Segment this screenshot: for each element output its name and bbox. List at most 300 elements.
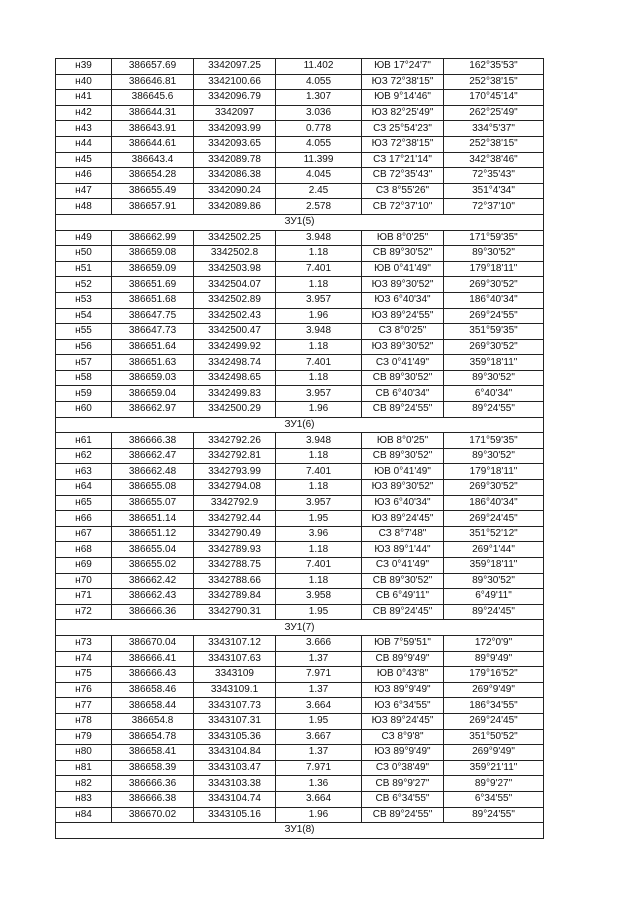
bearing-cell: ЮЗ 89°24'45" (362, 511, 444, 527)
x-coordinate-cell: 386654.78 (112, 729, 194, 745)
x-coordinate-cell: 386662.97 (112, 402, 194, 418)
azimuth-cell: 72°35'43" (444, 168, 544, 184)
distance-cell: 7.401 (276, 558, 362, 574)
y-coordinate-cell: 3343103.47 (194, 760, 276, 776)
x-coordinate-cell: 386655.07 (112, 495, 194, 511)
x-coordinate-cell: 386666.41 (112, 651, 194, 667)
table-row (56, 386, 544, 402)
point-id-cell: н53 (56, 292, 112, 308)
point-id-cell: н77 (56, 698, 112, 714)
bearing-cell: ЮЗ 89°30'52" (362, 480, 444, 496)
y-coordinate-cell: 3342792.81 (194, 448, 276, 464)
table-row (56, 448, 544, 464)
azimuth-cell: 351°50'52" (444, 729, 544, 745)
x-coordinate-cell: 386643.91 (112, 121, 194, 137)
distance-cell: 1.18 (276, 246, 362, 262)
y-coordinate-cell: 3342500.29 (194, 402, 276, 418)
bearing-cell: СВ 89°24'55" (362, 807, 444, 823)
table-row (56, 729, 544, 745)
y-coordinate-cell: 3343109.1 (194, 682, 276, 698)
table-row (56, 59, 544, 75)
table-row (56, 480, 544, 496)
y-coordinate-cell: 3342097.25 (194, 59, 276, 75)
coordinates-table-body (56, 59, 544, 839)
point-id-cell: н56 (56, 339, 112, 355)
x-coordinate-cell: 386654.28 (112, 168, 194, 184)
table-row (56, 558, 544, 574)
bearing-cell: ЮВ 0°41'49" (362, 261, 444, 277)
distance-cell: 3.666 (276, 635, 362, 651)
y-coordinate-cell: 3342794.08 (194, 480, 276, 496)
table-row (56, 433, 544, 449)
point-id-cell: н57 (56, 355, 112, 371)
point-id-cell: н47 (56, 183, 112, 199)
bearing-cell: СВ 6°40'34" (362, 386, 444, 402)
section-label: ЗУ1(6) (56, 417, 544, 433)
table-row (56, 542, 544, 558)
azimuth-cell: 179°18'11" (444, 464, 544, 480)
table-row (56, 168, 544, 184)
point-id-cell: н66 (56, 511, 112, 527)
table-row (56, 355, 544, 371)
point-id-cell: н80 (56, 745, 112, 761)
azimuth-cell: 351°4'34" (444, 183, 544, 199)
azimuth-cell: 186°40'34" (444, 292, 544, 308)
table-row (56, 526, 544, 542)
table-row (56, 635, 544, 651)
bearing-cell: СЗ 17°21'14" (362, 152, 444, 168)
section-row (56, 417, 544, 433)
azimuth-cell: 269°30'52" (444, 277, 544, 293)
distance-cell: 0.778 (276, 121, 362, 137)
y-coordinate-cell: 3343105.16 (194, 807, 276, 823)
point-id-cell: н68 (56, 542, 112, 558)
table-row (56, 589, 544, 605)
distance-cell: 1.18 (276, 370, 362, 386)
table-row (56, 136, 544, 152)
point-id-cell: н41 (56, 90, 112, 106)
azimuth-cell: 334°5'37" (444, 121, 544, 137)
bearing-cell: СВ 89°9'49" (362, 651, 444, 667)
y-coordinate-cell: 3342504.07 (194, 277, 276, 293)
table-row (56, 495, 544, 511)
y-coordinate-cell: 3342792.26 (194, 433, 276, 449)
azimuth-cell: 186°40'34" (444, 495, 544, 511)
y-coordinate-cell: 3342093.65 (194, 136, 276, 152)
x-coordinate-cell: 386651.63 (112, 355, 194, 371)
azimuth-cell: 179°18'11" (444, 261, 544, 277)
x-coordinate-cell: 386651.68 (112, 292, 194, 308)
x-coordinate-cell: 386662.43 (112, 589, 194, 605)
table-row (56, 682, 544, 698)
azimuth-cell: 342°38'46" (444, 152, 544, 168)
bearing-cell: СВ 89°30'52" (362, 448, 444, 464)
distance-cell: 1.96 (276, 807, 362, 823)
y-coordinate-cell: 3343107.63 (194, 651, 276, 667)
y-coordinate-cell: 3342789.84 (194, 589, 276, 605)
x-coordinate-cell: 386666.36 (112, 604, 194, 620)
distance-cell: 7.971 (276, 667, 362, 683)
y-coordinate-cell: 3342498.74 (194, 355, 276, 371)
y-coordinate-cell: 3342500.47 (194, 324, 276, 340)
azimuth-cell: 89°24'55" (444, 807, 544, 823)
point-id-cell: н43 (56, 121, 112, 137)
section-label: ЗУ1(7) (56, 620, 544, 636)
bearing-cell: СЗ 8°0'25" (362, 324, 444, 340)
y-coordinate-cell: 3342499.92 (194, 339, 276, 355)
x-coordinate-cell: 386651.64 (112, 339, 194, 355)
azimuth-cell: 89°30'52" (444, 246, 544, 262)
y-coordinate-cell: 3342788.66 (194, 573, 276, 589)
table-row (56, 105, 544, 121)
bearing-cell: СЗ 0°41'49" (362, 558, 444, 574)
table-row (56, 667, 544, 683)
distance-cell: 1.36 (276, 776, 362, 792)
y-coordinate-cell: 3342790.31 (194, 604, 276, 620)
table-row (56, 791, 544, 807)
x-coordinate-cell: 386670.02 (112, 807, 194, 823)
azimuth-cell: 269°24'45" (444, 511, 544, 527)
y-coordinate-cell: 3342503.98 (194, 261, 276, 277)
x-coordinate-cell: 386662.47 (112, 448, 194, 464)
table-row (56, 261, 544, 277)
x-coordinate-cell: 386659.04 (112, 386, 194, 402)
x-coordinate-cell: 386655.49 (112, 183, 194, 199)
point-id-cell: н65 (56, 495, 112, 511)
table-row (56, 324, 544, 340)
azimuth-cell: 351°52'12" (444, 526, 544, 542)
azimuth-cell: 6°49'11" (444, 589, 544, 605)
x-coordinate-cell: 386658.41 (112, 745, 194, 761)
distance-cell: 1.96 (276, 308, 362, 324)
section-label: ЗУ1(8) (56, 823, 544, 839)
point-id-cell: н42 (56, 105, 112, 121)
bearing-cell: ЮЗ 6°40'34" (362, 292, 444, 308)
bearing-cell: ЮВ 0°43'8" (362, 667, 444, 683)
y-coordinate-cell: 3342089.78 (194, 152, 276, 168)
section-label: ЗУ1(5) (56, 214, 544, 230)
bearing-cell: ЮЗ 89°9'49" (362, 682, 444, 698)
point-id-cell: н82 (56, 776, 112, 792)
y-coordinate-cell: 3342086.38 (194, 168, 276, 184)
azimuth-cell: 269°9'49" (444, 682, 544, 698)
azimuth-cell: 269°30'52" (444, 339, 544, 355)
point-id-cell: н74 (56, 651, 112, 667)
x-coordinate-cell: 386659.03 (112, 370, 194, 386)
table-row (56, 760, 544, 776)
x-coordinate-cell: 386646.81 (112, 74, 194, 90)
table-row (56, 651, 544, 667)
bearing-cell: ЮВ 0°41'49" (362, 464, 444, 480)
coordinates-sheet (55, 58, 543, 839)
x-coordinate-cell: 386644.61 (112, 136, 194, 152)
distance-cell: 1.96 (276, 402, 362, 418)
x-coordinate-cell: 386647.75 (112, 308, 194, 324)
distance-cell: 7.401 (276, 464, 362, 480)
table-row (56, 246, 544, 262)
distance-cell: 4.055 (276, 136, 362, 152)
point-id-cell: н50 (56, 246, 112, 262)
y-coordinate-cell: 3343103.38 (194, 776, 276, 792)
bearing-cell: СВ 89°9'27" (362, 776, 444, 792)
bearing-cell: ЮЗ 89°24'55" (362, 308, 444, 324)
table-row (56, 573, 544, 589)
point-id-cell: н39 (56, 59, 112, 75)
x-coordinate-cell: 386658.46 (112, 682, 194, 698)
table-row (56, 698, 544, 714)
point-id-cell: н83 (56, 791, 112, 807)
point-id-cell: н64 (56, 480, 112, 496)
x-coordinate-cell: 386657.91 (112, 199, 194, 215)
y-coordinate-cell: 3342090.24 (194, 183, 276, 199)
table-row (56, 183, 544, 199)
distance-cell: 11.399 (276, 152, 362, 168)
table-row (56, 713, 544, 729)
table-row (56, 199, 544, 215)
azimuth-cell: 171°59'35" (444, 433, 544, 449)
x-coordinate-cell: 386655.08 (112, 480, 194, 496)
azimuth-cell: 179°16'52" (444, 667, 544, 683)
point-id-cell: н44 (56, 136, 112, 152)
distance-cell: 7.401 (276, 355, 362, 371)
section-row (56, 214, 544, 230)
point-id-cell: н73 (56, 635, 112, 651)
azimuth-cell: 359°21'11" (444, 760, 544, 776)
bearing-cell: СЗ 8°7'48" (362, 526, 444, 542)
table-row (56, 292, 544, 308)
azimuth-cell: 89°24'55" (444, 402, 544, 418)
table-row (56, 604, 544, 620)
table-row (56, 807, 544, 823)
x-coordinate-cell: 386666.43 (112, 667, 194, 683)
table-row (56, 464, 544, 480)
point-id-cell: н40 (56, 74, 112, 90)
x-coordinate-cell: 386659.08 (112, 246, 194, 262)
y-coordinate-cell: 3343107.73 (194, 698, 276, 714)
point-id-cell: н60 (56, 402, 112, 418)
distance-cell: 7.971 (276, 760, 362, 776)
distance-cell: 1.95 (276, 713, 362, 729)
azimuth-cell: 170°45'14" (444, 90, 544, 106)
distance-cell: 3.957 (276, 495, 362, 511)
table-row (56, 277, 544, 293)
point-id-cell: н67 (56, 526, 112, 542)
point-id-cell: н51 (56, 261, 112, 277)
azimuth-cell: 252°38'15" (444, 74, 544, 90)
y-coordinate-cell: 3342792.9 (194, 495, 276, 511)
distance-cell: 3.948 (276, 230, 362, 246)
point-id-cell: н70 (56, 573, 112, 589)
y-coordinate-cell: 3342502.8 (194, 246, 276, 262)
y-coordinate-cell: 3342502.25 (194, 230, 276, 246)
y-coordinate-cell: 3343107.12 (194, 635, 276, 651)
distance-cell: 2.45 (276, 183, 362, 199)
bearing-cell: ЮЗ 89°30'52" (362, 339, 444, 355)
x-coordinate-cell: 386655.02 (112, 558, 194, 574)
azimuth-cell: 359°18'11" (444, 355, 544, 371)
x-coordinate-cell: 386644.31 (112, 105, 194, 121)
distance-cell: 3.957 (276, 386, 362, 402)
y-coordinate-cell: 3342499.83 (194, 386, 276, 402)
azimuth-cell: 359°18'11" (444, 558, 544, 574)
azimuth-cell: 186°34'55" (444, 698, 544, 714)
azimuth-cell: 89°30'52" (444, 370, 544, 386)
distance-cell: 1.37 (276, 682, 362, 698)
point-id-cell: н59 (56, 386, 112, 402)
x-coordinate-cell: 386666.36 (112, 776, 194, 792)
point-id-cell: н45 (56, 152, 112, 168)
table-row (56, 152, 544, 168)
distance-cell: 1.37 (276, 651, 362, 667)
bearing-cell: СВ 6°34'55" (362, 791, 444, 807)
bearing-cell: СЗ 0°38'49" (362, 760, 444, 776)
x-coordinate-cell: 386659.09 (112, 261, 194, 277)
azimuth-cell: 89°24'45" (444, 604, 544, 620)
bearing-cell: СВ 89°24'55" (362, 402, 444, 418)
point-id-cell: н52 (56, 277, 112, 293)
coordinates-table (55, 58, 544, 839)
y-coordinate-cell: 3343107.31 (194, 713, 276, 729)
y-coordinate-cell: 3342793.99 (194, 464, 276, 480)
distance-cell: 11.402 (276, 59, 362, 75)
bearing-cell: СЗ 8°9'8" (362, 729, 444, 745)
bearing-cell: ЮВ 17°24'7" (362, 59, 444, 75)
azimuth-cell: 269°1'44" (444, 542, 544, 558)
azimuth-cell: 72°37'10" (444, 199, 544, 215)
table-row (56, 90, 544, 106)
table-row (56, 370, 544, 386)
distance-cell: 3.036 (276, 105, 362, 121)
y-coordinate-cell: 3343105.36 (194, 729, 276, 745)
table-row (56, 776, 544, 792)
distance-cell: 3.948 (276, 433, 362, 449)
section-row (56, 823, 544, 839)
x-coordinate-cell: 386662.42 (112, 573, 194, 589)
point-id-cell: н54 (56, 308, 112, 324)
y-coordinate-cell: 3342097 (194, 105, 276, 121)
y-coordinate-cell: 3342093.99 (194, 121, 276, 137)
distance-cell: 3.958 (276, 589, 362, 605)
azimuth-cell: 162°35'53" (444, 59, 544, 75)
point-id-cell: н79 (56, 729, 112, 745)
bearing-cell: ЮЗ 89°1'44" (362, 542, 444, 558)
bearing-cell: СЗ 25°54'23" (362, 121, 444, 137)
bearing-cell: СВ 72°37'10" (362, 199, 444, 215)
table-row (56, 339, 544, 355)
point-id-cell: н75 (56, 667, 112, 683)
azimuth-cell: 351°59'35" (444, 324, 544, 340)
point-id-cell: н61 (56, 433, 112, 449)
distance-cell: 1.18 (276, 573, 362, 589)
bearing-cell: ЮЗ 82°25'49" (362, 105, 444, 121)
distance-cell: 1.307 (276, 90, 362, 106)
azimuth-cell: 6°40'34" (444, 386, 544, 402)
table-row (56, 230, 544, 246)
x-coordinate-cell: 386662.99 (112, 230, 194, 246)
distance-cell: 3.957 (276, 292, 362, 308)
distance-cell: 2.578 (276, 199, 362, 215)
point-id-cell: н62 (56, 448, 112, 464)
table-row (56, 74, 544, 90)
point-id-cell: н84 (56, 807, 112, 823)
point-id-cell: н78 (56, 713, 112, 729)
distance-cell: 3.664 (276, 791, 362, 807)
azimuth-cell: 89°9'49" (444, 651, 544, 667)
point-id-cell: н81 (56, 760, 112, 776)
distance-cell: 1.18 (276, 277, 362, 293)
x-coordinate-cell: 386651.14 (112, 511, 194, 527)
bearing-cell: СВ 89°30'52" (362, 246, 444, 262)
x-coordinate-cell: 386651.69 (112, 277, 194, 293)
y-coordinate-cell: 3342498.65 (194, 370, 276, 386)
x-coordinate-cell: 386666.38 (112, 791, 194, 807)
point-id-cell: н63 (56, 464, 112, 480)
y-coordinate-cell: 3342789.93 (194, 542, 276, 558)
x-coordinate-cell: 386670.04 (112, 635, 194, 651)
x-coordinate-cell: 386662.48 (112, 464, 194, 480)
section-row (56, 620, 544, 636)
x-coordinate-cell: 386657.69 (112, 59, 194, 75)
azimuth-cell: 89°30'52" (444, 448, 544, 464)
azimuth-cell: 89°9'27" (444, 776, 544, 792)
distance-cell: 1.95 (276, 511, 362, 527)
bearing-cell: ЮЗ 6°40'34" (362, 495, 444, 511)
distance-cell: 1.95 (276, 604, 362, 620)
azimuth-cell: 171°59'35" (444, 230, 544, 246)
bearing-cell: ЮЗ 89°30'52" (362, 277, 444, 293)
azimuth-cell: 6°34'55" (444, 791, 544, 807)
y-coordinate-cell: 3342792.44 (194, 511, 276, 527)
x-coordinate-cell: 386643.4 (112, 152, 194, 168)
bearing-cell: СЗ 0°41'49" (362, 355, 444, 371)
distance-cell: 3.96 (276, 526, 362, 542)
bearing-cell: ЮВ 8°0'25" (362, 433, 444, 449)
x-coordinate-cell: 386645.6 (112, 90, 194, 106)
bearing-cell: ЮЗ 6°34'55" (362, 698, 444, 714)
distance-cell: 3.948 (276, 324, 362, 340)
distance-cell: 7.401 (276, 261, 362, 277)
azimuth-cell: 262°25'49" (444, 105, 544, 121)
y-coordinate-cell: 3342096.79 (194, 90, 276, 106)
bearing-cell: ЮВ 8°0'25" (362, 230, 444, 246)
y-coordinate-cell: 3342788.75 (194, 558, 276, 574)
distance-cell: 1.18 (276, 339, 362, 355)
bearing-cell: ЮЗ 89°24'45" (362, 713, 444, 729)
distance-cell: 1.18 (276, 542, 362, 558)
azimuth-cell: 172°0'9" (444, 635, 544, 651)
point-id-cell: н49 (56, 230, 112, 246)
y-coordinate-cell: 3342502.43 (194, 308, 276, 324)
bearing-cell: СЗ 8°55'26" (362, 183, 444, 199)
bearing-cell: СВ 89°30'52" (362, 573, 444, 589)
bearing-cell: СВ 6°49'11" (362, 589, 444, 605)
azimuth-cell: 269°24'45" (444, 713, 544, 729)
distance-cell: 4.055 (276, 74, 362, 90)
table-row (56, 402, 544, 418)
x-coordinate-cell: 386654.8 (112, 713, 194, 729)
y-coordinate-cell: 3343104.74 (194, 791, 276, 807)
distance-cell: 3.667 (276, 729, 362, 745)
point-id-cell: н69 (56, 558, 112, 574)
x-coordinate-cell: 386647.73 (112, 324, 194, 340)
x-coordinate-cell: 386666.38 (112, 433, 194, 449)
point-id-cell: н72 (56, 604, 112, 620)
distance-cell: 1.37 (276, 745, 362, 761)
azimuth-cell: 252°38'15" (444, 136, 544, 152)
azimuth-cell: 269°24'55" (444, 308, 544, 324)
point-id-cell: н76 (56, 682, 112, 698)
azimuth-cell: 89°30'52" (444, 573, 544, 589)
